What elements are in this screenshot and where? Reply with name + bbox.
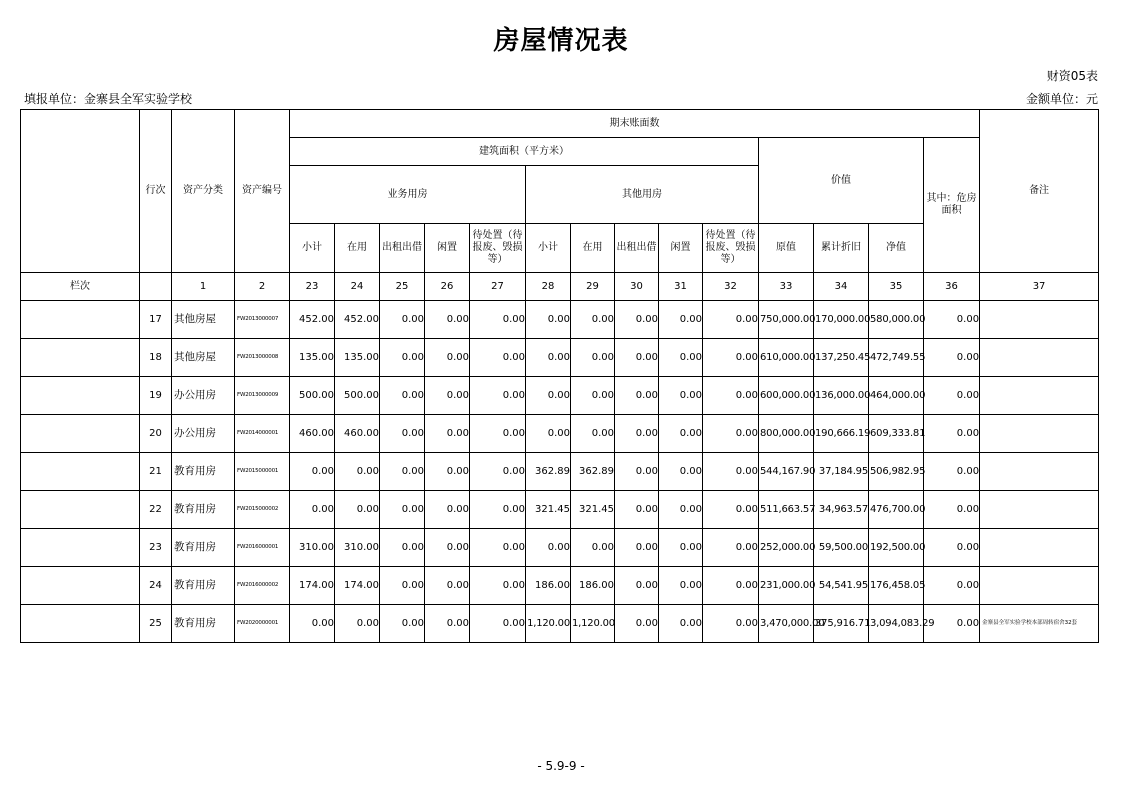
cell-category: 教育用房 bbox=[172, 605, 235, 643]
cell-b-use: 0.00 bbox=[335, 491, 380, 529]
cell-b-use: 174.00 bbox=[335, 567, 380, 605]
cell-blank bbox=[21, 529, 140, 567]
cell-blank bbox=[21, 453, 140, 491]
cell-blank bbox=[21, 415, 140, 453]
cell-code: FW2015000002 bbox=[235, 491, 290, 529]
header-b-lent: 出租出借 bbox=[380, 224, 425, 273]
cell-o-sub: 0.00 bbox=[526, 301, 571, 339]
cell-o-pend: 0.00 bbox=[703, 491, 759, 529]
cell-b-idle: 0.00 bbox=[425, 605, 470, 643]
cell-b-pend: 0.00 bbox=[470, 339, 526, 377]
cell-o-sub: 186.00 bbox=[526, 567, 571, 605]
cell-b-use: 0.00 bbox=[335, 605, 380, 643]
cell-o-idle: 0.00 bbox=[659, 377, 703, 415]
cell-o-use: 0.00 bbox=[571, 415, 615, 453]
cell-o-pend: 0.00 bbox=[703, 377, 759, 415]
cell-code: FW2013000007 bbox=[235, 301, 290, 339]
cell-code: FW2013000009 bbox=[235, 377, 290, 415]
cell-o-use: 0.00 bbox=[571, 301, 615, 339]
cell-o-idle: 0.00 bbox=[659, 301, 703, 339]
cell-o-use: 186.00 bbox=[571, 567, 615, 605]
column-number: 34 bbox=[814, 273, 869, 301]
cell-o-lent: 0.00 bbox=[615, 567, 659, 605]
cell-b-pend: 0.00 bbox=[470, 605, 526, 643]
cell-b-lent: 0.00 bbox=[380, 377, 425, 415]
cell-o-pend: 0.00 bbox=[703, 301, 759, 339]
cell-blank bbox=[21, 605, 140, 643]
cell-b-idle: 0.00 bbox=[425, 339, 470, 377]
cell-dep: 37,184.95 bbox=[814, 453, 869, 491]
header-net-value: 净值 bbox=[869, 224, 924, 273]
header-b-pending: 待处置（待报废、毁损等） bbox=[470, 224, 526, 273]
cell-dep: 59,500.00 bbox=[814, 529, 869, 567]
cell-net: 176,458.05 bbox=[869, 567, 924, 605]
cell-b-pend: 0.00 bbox=[470, 377, 526, 415]
cell-b-sub: 0.00 bbox=[290, 491, 335, 529]
cell-b-idle: 0.00 bbox=[425, 491, 470, 529]
cell-danger: 0.00 bbox=[924, 529, 980, 567]
cell-row-no: 24 bbox=[140, 567, 172, 605]
cell-o-sub: 0.00 bbox=[526, 339, 571, 377]
header-b-in-use: 在用 bbox=[335, 224, 380, 273]
table-row bbox=[21, 377, 1099, 415]
cell-blank bbox=[21, 491, 140, 529]
cell-remark bbox=[980, 567, 1099, 605]
column-number: 30 bbox=[615, 273, 659, 301]
cell-danger: 0.00 bbox=[924, 301, 980, 339]
column-number-blank bbox=[140, 273, 172, 301]
cell-b-use: 0.00 bbox=[335, 453, 380, 491]
table-row bbox=[21, 529, 1099, 567]
cell-net: 464,000.00 bbox=[869, 377, 924, 415]
cell-b-sub: 0.00 bbox=[290, 605, 335, 643]
column-number: 2 bbox=[235, 273, 290, 301]
cell-b-idle: 0.00 bbox=[425, 415, 470, 453]
cell-remark bbox=[980, 377, 1099, 415]
cell-b-lent: 0.00 bbox=[380, 491, 425, 529]
header-b-idle: 闲置 bbox=[425, 224, 470, 273]
cell-net: 580,000.00 bbox=[869, 301, 924, 339]
header-o-lent: 出租出借 bbox=[615, 224, 659, 273]
cell-b-pend: 0.00 bbox=[470, 567, 526, 605]
cell-net: 192,500.00 bbox=[869, 529, 924, 567]
cell-b-use: 135.00 bbox=[335, 339, 380, 377]
cell-o-idle: 0.00 bbox=[659, 491, 703, 529]
cell-o-pend: 0.00 bbox=[703, 453, 759, 491]
header-row-no: 行次 bbox=[140, 110, 172, 273]
cell-code: FW2013000008 bbox=[235, 339, 290, 377]
cell-o-sub: 0.00 bbox=[526, 377, 571, 415]
cell-b-use: 500.00 bbox=[335, 377, 380, 415]
cell-o-idle: 0.00 bbox=[659, 529, 703, 567]
cell-row-no: 23 bbox=[140, 529, 172, 567]
cell-b-pend: 0.00 bbox=[470, 453, 526, 491]
cell-net: 476,700.00 bbox=[869, 491, 924, 529]
cell-remark bbox=[980, 529, 1099, 567]
header-b-subtotal: 小计 bbox=[290, 224, 335, 273]
cell-b-sub: 500.00 bbox=[290, 377, 335, 415]
column-number: 1 bbox=[172, 273, 235, 301]
table-row bbox=[21, 491, 1099, 529]
header-other-use: 其他用房 bbox=[526, 166, 759, 224]
cell-b-pend: 0.00 bbox=[470, 491, 526, 529]
header-accum-depreciation: 累计折旧 bbox=[814, 224, 869, 273]
cell-category: 办公用房 bbox=[172, 415, 235, 453]
cell-orig: 800,000.00 bbox=[759, 415, 814, 453]
cell-b-use: 310.00 bbox=[335, 529, 380, 567]
column-number: 25 bbox=[380, 273, 425, 301]
cell-row-no: 19 bbox=[140, 377, 172, 415]
cell-o-lent: 0.00 bbox=[615, 339, 659, 377]
cell-net: 506,982.95 bbox=[869, 453, 924, 491]
column-number: 35 bbox=[869, 273, 924, 301]
cell-category: 其他房屋 bbox=[172, 301, 235, 339]
cell-b-idle: 0.00 bbox=[425, 567, 470, 605]
cell-b-use: 452.00 bbox=[335, 301, 380, 339]
column-number-row bbox=[21, 273, 1099, 301]
cell-remark bbox=[980, 301, 1099, 339]
cell-o-use: 0.00 bbox=[571, 529, 615, 567]
cell-code: FW2016000002 bbox=[235, 567, 290, 605]
header-remarks: 备注 bbox=[980, 110, 1099, 273]
cell-danger: 0.00 bbox=[924, 453, 980, 491]
cell-blank bbox=[21, 339, 140, 377]
cell-o-sub: 321.45 bbox=[526, 491, 571, 529]
cell-orig: 600,000.00 bbox=[759, 377, 814, 415]
cell-dep: 375,916.71 bbox=[814, 605, 869, 643]
cell-orig: 252,000.00 bbox=[759, 529, 814, 567]
cell-remark: 金寨县全军实验学校本部周转宿舍32套 bbox=[980, 605, 1099, 643]
column-number: 27 bbox=[470, 273, 526, 301]
cell-b-use: 460.00 bbox=[335, 415, 380, 453]
cell-danger: 0.00 bbox=[924, 377, 980, 415]
cell-o-sub: 0.00 bbox=[526, 415, 571, 453]
cell-remark bbox=[980, 491, 1099, 529]
cell-b-sub: 174.00 bbox=[290, 567, 335, 605]
cell-code: FW2014000001 bbox=[235, 415, 290, 453]
cell-blank bbox=[21, 567, 140, 605]
cell-category: 教育用房 bbox=[172, 567, 235, 605]
cell-o-use: 1,120.00 bbox=[571, 605, 615, 643]
column-number: 24 bbox=[335, 273, 380, 301]
cell-o-idle: 0.00 bbox=[659, 453, 703, 491]
cell-danger: 0.00 bbox=[924, 567, 980, 605]
cell-o-pend: 0.00 bbox=[703, 415, 759, 453]
cell-row-no: 25 bbox=[140, 605, 172, 643]
column-number: 32 bbox=[703, 273, 759, 301]
header-o-subtotal: 小计 bbox=[526, 224, 571, 273]
cell-remark bbox=[980, 415, 1099, 453]
cell-category: 其他房屋 bbox=[172, 339, 235, 377]
cell-orig: 511,663.57 bbox=[759, 491, 814, 529]
cell-code: FW2016000001 bbox=[235, 529, 290, 567]
cell-b-lent: 0.00 bbox=[380, 301, 425, 339]
cell-row-no: 17 bbox=[140, 301, 172, 339]
header-original-value: 原值 bbox=[759, 224, 814, 273]
cell-category: 教育用房 bbox=[172, 529, 235, 567]
cell-o-pend: 0.00 bbox=[703, 339, 759, 377]
header-building-area: 建筑面积（平方米） bbox=[290, 138, 759, 166]
cell-category: 教育用房 bbox=[172, 453, 235, 491]
cell-net: 3,094,083.29 bbox=[869, 605, 924, 643]
cell-o-lent: 0.00 bbox=[615, 415, 659, 453]
cell-o-pend: 0.00 bbox=[703, 605, 759, 643]
cell-net: 609,333.81 bbox=[869, 415, 924, 453]
filler-unit: 填报单位：金寨县全军实验学校 bbox=[24, 92, 193, 106]
cell-o-idle: 0.00 bbox=[659, 415, 703, 453]
cell-b-idle: 0.00 bbox=[425, 377, 470, 415]
cell-dep: 137,250.45 bbox=[814, 339, 869, 377]
page-number: - 5.9-9 - bbox=[537, 759, 585, 773]
cell-b-lent: 0.00 bbox=[380, 339, 425, 377]
header-o-pending: 待处置（待报废、毁损等） bbox=[703, 224, 759, 273]
cell-b-sub: 135.00 bbox=[290, 339, 335, 377]
cell-o-pend: 0.00 bbox=[703, 529, 759, 567]
cell-b-lent: 0.00 bbox=[380, 453, 425, 491]
page-title: 房屋情况表 bbox=[493, 26, 629, 56]
column-number: 26 bbox=[425, 273, 470, 301]
cell-dep: 34,963.57 bbox=[814, 491, 869, 529]
cell-b-lent: 0.00 bbox=[380, 567, 425, 605]
header-value: 价值 bbox=[759, 138, 924, 224]
cell-o-sub: 1,120.00 bbox=[526, 605, 571, 643]
cell-o-sub: 362.89 bbox=[526, 453, 571, 491]
table-row bbox=[21, 453, 1099, 491]
cell-orig: 610,000.00 bbox=[759, 339, 814, 377]
cell-orig: 231,000.00 bbox=[759, 567, 814, 605]
column-number: 33 bbox=[759, 273, 814, 301]
cell-category: 教育用房 bbox=[172, 491, 235, 529]
column-number: 29 bbox=[571, 273, 615, 301]
cell-row-no: 21 bbox=[140, 453, 172, 491]
house-status-table bbox=[20, 109, 1099, 643]
cell-danger: 0.00 bbox=[924, 605, 980, 643]
cell-b-idle: 0.00 bbox=[425, 301, 470, 339]
table-row bbox=[21, 415, 1099, 453]
cell-category: 办公用房 bbox=[172, 377, 235, 415]
cell-danger: 0.00 bbox=[924, 491, 980, 529]
cell-o-lent: 0.00 bbox=[615, 377, 659, 415]
cell-code: FW2020000001 bbox=[235, 605, 290, 643]
cell-o-sub: 0.00 bbox=[526, 529, 571, 567]
cell-blank bbox=[21, 377, 140, 415]
cell-row-no: 18 bbox=[140, 339, 172, 377]
column-number: 37 bbox=[980, 273, 1099, 301]
cell-danger: 0.00 bbox=[924, 415, 980, 453]
table-row bbox=[21, 605, 1099, 643]
column-number: 28 bbox=[526, 273, 571, 301]
cell-code: FW2015000001 bbox=[235, 453, 290, 491]
cell-blank bbox=[21, 301, 140, 339]
cell-o-use: 0.00 bbox=[571, 339, 615, 377]
cell-net: 472,749.55 bbox=[869, 339, 924, 377]
cell-b-lent: 0.00 bbox=[380, 415, 425, 453]
cell-orig: 544,167.90 bbox=[759, 453, 814, 491]
header-blank bbox=[21, 110, 140, 273]
form-code: 财资05表 bbox=[1046, 69, 1098, 83]
cell-danger: 0.00 bbox=[924, 339, 980, 377]
cell-o-use: 321.45 bbox=[571, 491, 615, 529]
header-period-end-book-area: 期末账面数 bbox=[290, 110, 980, 138]
table-row bbox=[21, 339, 1099, 377]
cell-orig: 3,470,000.00 bbox=[759, 605, 814, 643]
cell-row-no: 22 bbox=[140, 491, 172, 529]
header-asset-category: 资产分类 bbox=[172, 110, 235, 273]
cell-o-use: 0.00 bbox=[571, 377, 615, 415]
cell-o-idle: 0.00 bbox=[659, 605, 703, 643]
header-dangerous-area: 其中：危房面积 bbox=[924, 138, 980, 273]
table-row bbox=[21, 567, 1099, 605]
cell-dep: 170,000.00 bbox=[814, 301, 869, 339]
cell-b-sub: 310.00 bbox=[290, 529, 335, 567]
cell-o-lent: 0.00 bbox=[615, 529, 659, 567]
cell-remark bbox=[980, 453, 1099, 491]
cell-dep: 190,666.19 bbox=[814, 415, 869, 453]
cell-b-pend: 0.00 bbox=[470, 301, 526, 339]
cell-o-lent: 0.00 bbox=[615, 605, 659, 643]
cell-o-lent: 0.00 bbox=[615, 301, 659, 339]
cell-orig: 750,000.00 bbox=[759, 301, 814, 339]
header-asset-code: 资产编号 bbox=[235, 110, 290, 273]
header-business-use: 业务用房 bbox=[290, 166, 526, 224]
cell-dep: 54,541.95 bbox=[814, 567, 869, 605]
cell-o-use: 362.89 bbox=[571, 453, 615, 491]
cell-row-no: 20 bbox=[140, 415, 172, 453]
column-number: 31 bbox=[659, 273, 703, 301]
cell-dep: 136,000.00 bbox=[814, 377, 869, 415]
cell-o-lent: 0.00 bbox=[615, 453, 659, 491]
header-o-idle: 闲置 bbox=[659, 224, 703, 273]
cell-b-lent: 0.00 bbox=[380, 605, 425, 643]
cell-b-pend: 0.00 bbox=[470, 415, 526, 453]
header-o-in-use: 在用 bbox=[571, 224, 615, 273]
column-number: 36 bbox=[924, 273, 980, 301]
cell-b-sub: 460.00 bbox=[290, 415, 335, 453]
column-number: 23 bbox=[290, 273, 335, 301]
cell-remark bbox=[980, 339, 1099, 377]
cell-b-lent: 0.00 bbox=[380, 529, 425, 567]
table-row bbox=[21, 301, 1099, 339]
cell-b-idle: 0.00 bbox=[425, 529, 470, 567]
currency-unit: 金额单位：元 bbox=[1025, 92, 1098, 106]
cell-b-idle: 0.00 bbox=[425, 453, 470, 491]
cell-o-lent: 0.00 bbox=[615, 491, 659, 529]
cell-b-sub: 0.00 bbox=[290, 453, 335, 491]
cell-o-pend: 0.00 bbox=[703, 567, 759, 605]
cell-o-idle: 0.00 bbox=[659, 567, 703, 605]
cell-b-sub: 452.00 bbox=[290, 301, 335, 339]
cell-o-idle: 0.00 bbox=[659, 339, 703, 377]
column-number-label: 栏次 bbox=[21, 273, 140, 301]
cell-b-pend: 0.00 bbox=[470, 529, 526, 567]
